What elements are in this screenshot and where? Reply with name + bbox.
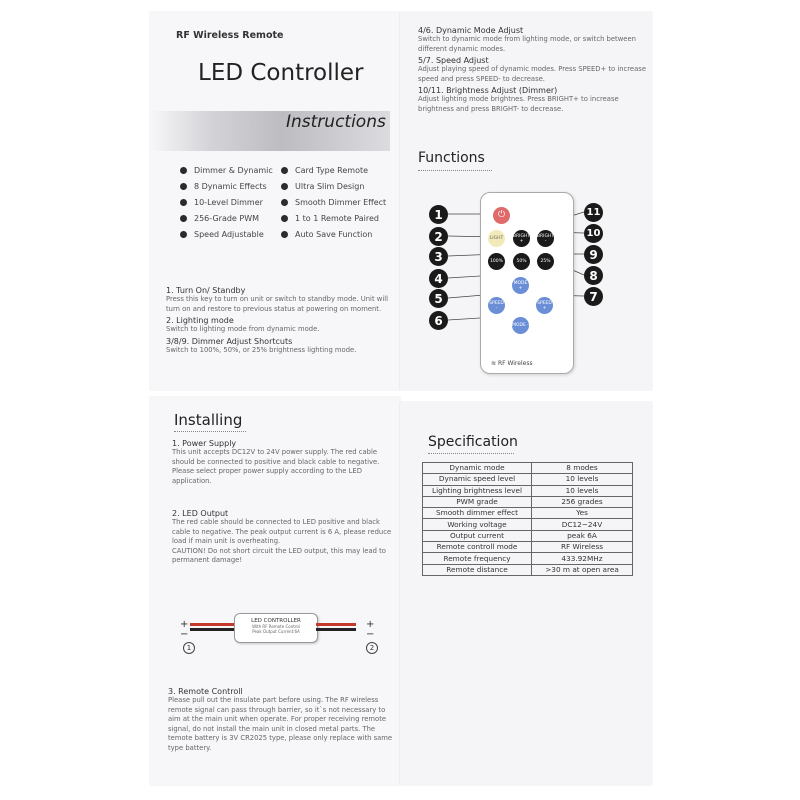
spec-value: >30 m at open area — [532, 564, 633, 575]
feature-item: 8 Dynamic Effects — [180, 178, 273, 194]
section-heading: 1. Turn On/ Standby — [166, 286, 246, 295]
spec-value: 10 levels — [532, 485, 633, 496]
red-wire — [190, 623, 234, 626]
section-heading: 2. Lighting mode — [166, 316, 234, 325]
feature-item: 256-Grade PWM — [180, 210, 273, 226]
section-body: Adjust lighting mode brightnes. Press BRIGHT+ to increase brightness and press BRIGHT- to decrease. — [418, 95, 619, 113]
feature-item: Auto Save Function — [281, 226, 386, 242]
black-wire — [190, 628, 234, 631]
feature-item: Card Type Remote — [281, 162, 386, 178]
bullet-icon — [180, 199, 187, 206]
polarity-plus: + — [180, 619, 189, 630]
section-body: Press this key to turn on unit or switch to standby mode. Unit will turn on and restore to previous status at powering on moment. — [166, 295, 388, 313]
polarity-minus: − — [180, 629, 189, 640]
remote-control — [480, 192, 574, 374]
main-title: LED Controller — [198, 60, 364, 86]
controller-body — [234, 613, 318, 643]
spec-value: peak 6A — [532, 530, 633, 541]
bullet-icon — [281, 231, 288, 238]
section-body: Switch to dynamic mode from lighting mode, or switch between different dynamic modes. — [418, 35, 636, 53]
remote-brand-label: ≋ RF Wireless — [491, 360, 533, 367]
feature-list-left — [180, 162, 273, 242]
polarity-minus: − — [366, 629, 375, 640]
device-label: With RF Remote Control — [252, 624, 300, 629]
table-row — [423, 485, 633, 496]
section-heading: 5/7. Speed Adjust — [418, 56, 489, 65]
terminal-number: 1 — [183, 642, 195, 654]
mode-plus-button[interactable]: MODE + — [512, 277, 529, 294]
terminal-number: 2 — [366, 642, 378, 654]
table-row — [423, 553, 633, 564]
brightness-25-button[interactable]: 25% — [537, 253, 554, 270]
spec-value: 433.92MHz — [532, 553, 633, 564]
spec-key: Lighting brightness level — [423, 485, 532, 496]
callout-number: 4 — [429, 269, 448, 288]
install-section-power — [172, 437, 394, 486]
instructions-page — [150, 12, 400, 390]
section-heading: 2. LED Output — [172, 509, 229, 518]
speed-plus-button[interactable]: SPEED + — [536, 297, 553, 314]
brightness-100-button[interactable]: 100% — [488, 253, 505, 270]
callout-number: 9 — [584, 245, 603, 264]
section-body: This unit accepts DC12V to 24V power supply. The red cable should be connected to positive and black cable to negative. Please select proper power supply according to the LED application. — [172, 448, 380, 485]
callout-number: 2 — [429, 227, 448, 246]
specification-title: Specification — [428, 434, 518, 450]
section-body: The red cable should be connected to LED positive and black cable to negative. The peak output current is 6 A, please reduce load if main unit is overheating. CAUTION! Do not short circuit the LED output, this may lead to permanent damage! — [172, 518, 392, 564]
polarity-plus: + — [366, 619, 375, 630]
spec-key: Remote distance — [423, 564, 532, 575]
title-underline — [174, 431, 246, 432]
spec-value: 8 modes — [532, 463, 633, 474]
spec-key: Remote controll mode — [423, 542, 532, 553]
bullet-icon — [180, 167, 187, 174]
table-row — [423, 542, 633, 553]
callout-number: 7 — [584, 287, 603, 306]
section-heading: 4/6. Dynamic Mode Adjust — [418, 26, 524, 35]
light-button[interactable]: LIGHT — [488, 230, 505, 247]
bullet-icon — [180, 183, 187, 190]
section-body: Switch to 100%, 50%, or 25% brightness lighting mode. — [166, 345, 357, 354]
table-row — [423, 463, 633, 474]
spec-value: 10 levels — [532, 474, 633, 485]
spec-value: RF Wireless — [532, 542, 633, 553]
spec-key: Working voltage — [423, 519, 532, 530]
functions-title: Functions — [418, 150, 485, 166]
function-descriptions — [166, 284, 394, 355]
spec-value: DC12~24V — [532, 519, 633, 530]
wifi-icon: ≋ — [491, 360, 498, 367]
bullet-icon — [180, 215, 187, 222]
subtitle: RF Wireless Remote — [176, 30, 284, 41]
feature-item: 1 to 1 Remote Paired — [281, 210, 386, 226]
banner-title: Instructions — [286, 112, 386, 132]
specification-page — [400, 402, 652, 785]
device-label: LED CONTROLLER — [251, 618, 301, 624]
spec-table — [422, 462, 633, 576]
installing-title: Installing — [174, 411, 243, 429]
spec-key: Smooth dimmer effect — [423, 508, 532, 519]
callout-number: 3 — [429, 247, 448, 266]
spec-value: 256 grades — [532, 496, 633, 507]
brightness-50-button[interactable]: 50% — [513, 253, 530, 270]
section-body: Please pull out the insulate part before using. The RF wireless remote signal can pass through barrier, so it`s not necessary to aim at the main unit when operate. For proper receiving remote signal, do not install the main unit in closed metal parts. The temote battery is 3V CR2025 type, please only replace with same type battery. — [168, 696, 393, 752]
title-underline — [428, 453, 514, 454]
bright-plus-button[interactable]: BRIGHT + — [513, 230, 530, 247]
callout-number: 11 — [584, 203, 603, 222]
table-row — [423, 530, 633, 541]
feature-item: Dimmer & Dynamic — [180, 162, 273, 178]
section-heading: 1. Power Supply — [172, 439, 237, 448]
callout-number: 5 — [429, 289, 448, 308]
speed-minus-button[interactable]: SPEED - — [488, 297, 505, 314]
bullet-icon — [281, 199, 288, 206]
device-label: Peak Output Current:6A — [252, 629, 300, 634]
spec-key: PWM grade — [423, 496, 532, 507]
section-body: Adjust playing speed of dynamic modes. Press SPEED+ to increase speed and press SPEED- to decrease. — [418, 65, 647, 83]
mode-minus-button[interactable]: MODE - — [512, 317, 529, 334]
power-icon: ⏻ — [497, 210, 506, 220]
feature-item: Ultra Slim Design — [281, 178, 386, 194]
bright-minus-button[interactable]: BRIGHT - — [537, 230, 554, 247]
table-row — [423, 519, 633, 530]
callout-number: 8 — [584, 266, 603, 285]
functions-page — [400, 12, 652, 390]
feature-list-right — [281, 162, 386, 242]
callout-number: 10 — [584, 224, 603, 243]
section-body: Switch to lighting mode from dynamic mode. — [166, 325, 320, 333]
table-row — [423, 508, 633, 519]
feature-item: 10-Level Dimmer — [180, 194, 273, 210]
bullet-icon — [281, 183, 288, 190]
feature-item: Smooth Dimmer Effect — [281, 194, 386, 210]
feature-item: Speed Adjustable — [180, 226, 273, 242]
bullet-icon — [180, 231, 187, 238]
callout-number: 6 — [429, 311, 448, 330]
table-row — [423, 564, 633, 575]
red-wire — [316, 623, 356, 626]
spec-value: Yes — [532, 508, 633, 519]
section-heading: 10/11. Brightness Adjust (Dimmer) — [418, 86, 558, 95]
installing-page — [150, 397, 400, 785]
spec-key: Output current — [423, 530, 532, 541]
callout-number: 1 — [429, 205, 448, 224]
spec-key: Remote frequency — [423, 553, 532, 564]
spec-key: Dynamic mode — [423, 463, 532, 474]
black-wire — [316, 628, 356, 631]
install-section-output — [172, 507, 394, 566]
bullet-icon — [281, 167, 288, 174]
spec-key: Dynamic speed level — [423, 474, 532, 485]
section-heading: 3. Remote Controll — [168, 687, 243, 696]
install-section-remote — [168, 685, 396, 753]
table-row — [423, 474, 633, 485]
table-row — [423, 496, 633, 507]
section-heading: 3/8/9. Dimmer Adjust Shortcuts — [166, 336, 293, 346]
bullet-icon — [281, 215, 288, 222]
power-button[interactable] — [493, 207, 510, 224]
controller-illustration — [180, 609, 380, 659]
